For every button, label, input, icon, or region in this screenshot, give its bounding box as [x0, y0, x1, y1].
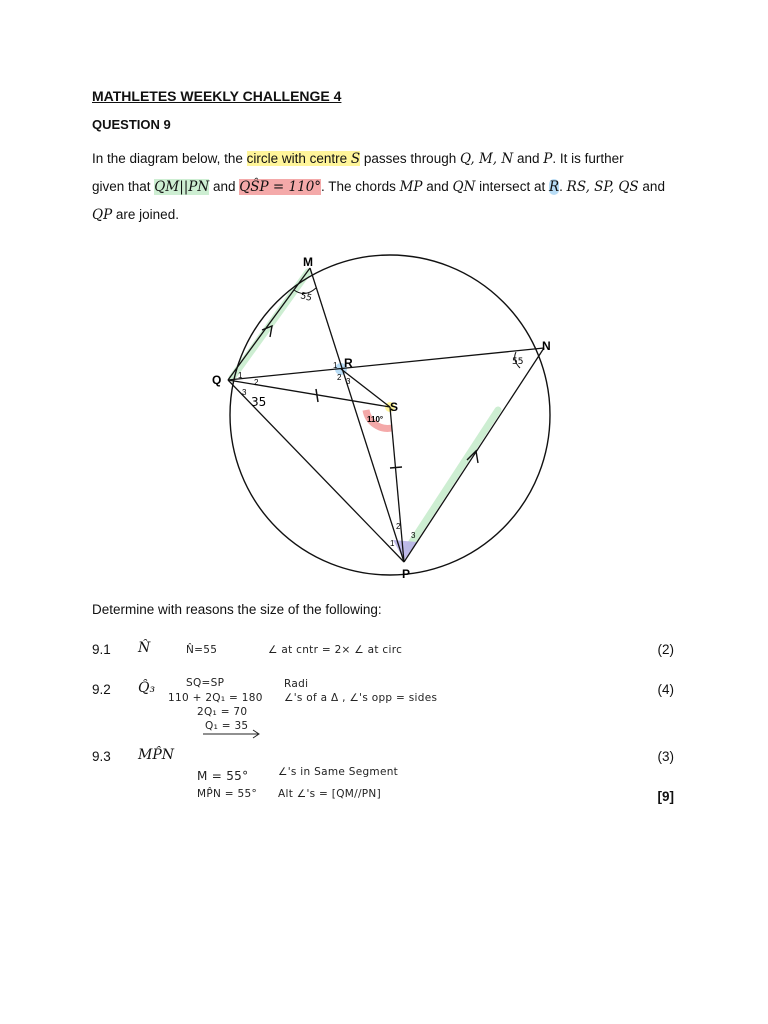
angle-label-n: 55	[512, 357, 524, 367]
reason-line: Alt ∠'s = [QM//PN]	[278, 788, 381, 800]
intro-text: and	[638, 179, 665, 194]
angle-num-p1: 1	[390, 539, 395, 548]
angle-num-r1: 1	[333, 361, 338, 370]
reason-line: ∠'s of a Δ , ∠'s opp = sides	[284, 692, 438, 704]
angle-highlight-p	[393, 540, 417, 560]
math-list: RS, SP, QS	[566, 179, 639, 195]
highlight-circle-centre	[247, 151, 361, 166]
chord-pn	[404, 348, 544, 562]
intro-line-3	[92, 205, 692, 225]
math-R: R	[548, 179, 560, 195]
angle-label-s: 110°	[367, 415, 384, 424]
angle-num-r3: 3	[346, 377, 351, 386]
question-marks: (2)	[657, 642, 674, 657]
answer-line: M = 55°	[197, 769, 249, 783]
reason-line: ∠ at cntr = 2× ∠ at circ	[268, 644, 403, 656]
angle-num-q1: 1	[238, 371, 243, 380]
intro-text: intersect at	[475, 179, 549, 194]
intro-text: .	[559, 179, 567, 194]
intro-text: circle with centre	[246, 151, 351, 166]
intro-text: . The chords	[321, 179, 400, 194]
parallel-highlight-pn	[408, 410, 498, 548]
parallel-highlight-qm	[232, 272, 308, 378]
math-parallel: QM||PN	[154, 179, 210, 195]
angle-num-q2: 2	[254, 378, 259, 387]
intro-text: are joined.	[112, 207, 179, 222]
intro-text: and	[513, 151, 544, 166]
reason-line: Radi	[284, 678, 309, 690]
angle-num-p2: 2	[396, 522, 401, 531]
label-m: M	[303, 255, 313, 269]
question-symbol	[138, 747, 174, 763]
label-s: S	[390, 400, 399, 414]
math-points: Q, M, N	[459, 151, 514, 167]
answer-line: N̂=55	[186, 644, 218, 656]
chord-mp	[310, 268, 404, 562]
angle-num-r2: 2	[337, 373, 342, 382]
answer-line: 110 + 2Q₁ = 180	[168, 692, 263, 704]
intro-text: and	[422, 179, 453, 194]
answer-line: MP̂N = 55°	[197, 788, 258, 800]
question-number: 9.2	[92, 682, 111, 697]
symbol-text: MP̂N	[138, 747, 175, 763]
math-S: S	[350, 151, 361, 167]
page-title: MATHLETES WEEKLY CHALLENGE 4	[92, 88, 342, 104]
answer-line: Q₁ = 35	[205, 720, 249, 732]
question-marks: (3)	[657, 749, 674, 764]
question-heading: QUESTION 9	[92, 117, 171, 132]
intro-text: In the diagram below, the	[92, 151, 247, 166]
angle-num-q3: 3	[242, 388, 247, 397]
intro-line-2	[92, 177, 692, 197]
math-angle-qsp: QŜP = 110°	[239, 179, 322, 195]
math-QN: QN	[452, 179, 476, 195]
question-number: 9.3	[92, 749, 111, 764]
math-P: P	[543, 151, 553, 167]
total-marks: [9]	[657, 789, 674, 804]
reason-line: ∠'s in Same Segment	[278, 766, 399, 778]
question-marks: (4)	[657, 682, 674, 697]
chord-qm	[228, 268, 310, 380]
conclusion-arrow	[202, 729, 262, 739]
math-QP: QP	[92, 207, 113, 223]
question-symbol: Q̂₃	[138, 680, 156, 696]
intro-text: given that	[92, 179, 155, 194]
question-number: 9.1	[92, 642, 111, 657]
circle-geometry-diagram	[200, 250, 580, 585]
angle-label-m: 55	[299, 291, 313, 304]
label-p: P	[402, 567, 411, 581]
intro-text: and	[209, 179, 240, 194]
tick-mark-sp	[390, 467, 402, 468]
circle	[230, 255, 550, 575]
label-r: R	[344, 356, 353, 370]
tick-mark-qs	[316, 389, 318, 402]
angle-label-q3: 35	[251, 395, 267, 409]
math-MP: MP	[399, 179, 423, 195]
question-symbol: N̂	[138, 640, 151, 656]
intro-line-1	[92, 149, 692, 169]
answer-line: 2Q₁ = 70	[197, 706, 248, 718]
label-n: N	[542, 339, 551, 353]
intro-text: . It is further	[552, 151, 624, 166]
answer-line: SQ=SP	[186, 677, 225, 689]
intro-text: passes through	[360, 151, 460, 166]
angle-num-p3: 3	[411, 531, 416, 540]
chord-qn	[228, 348, 544, 380]
instruction-text: Determine with reasons the size of the following:	[92, 602, 382, 617]
label-q: Q	[212, 373, 222, 387]
